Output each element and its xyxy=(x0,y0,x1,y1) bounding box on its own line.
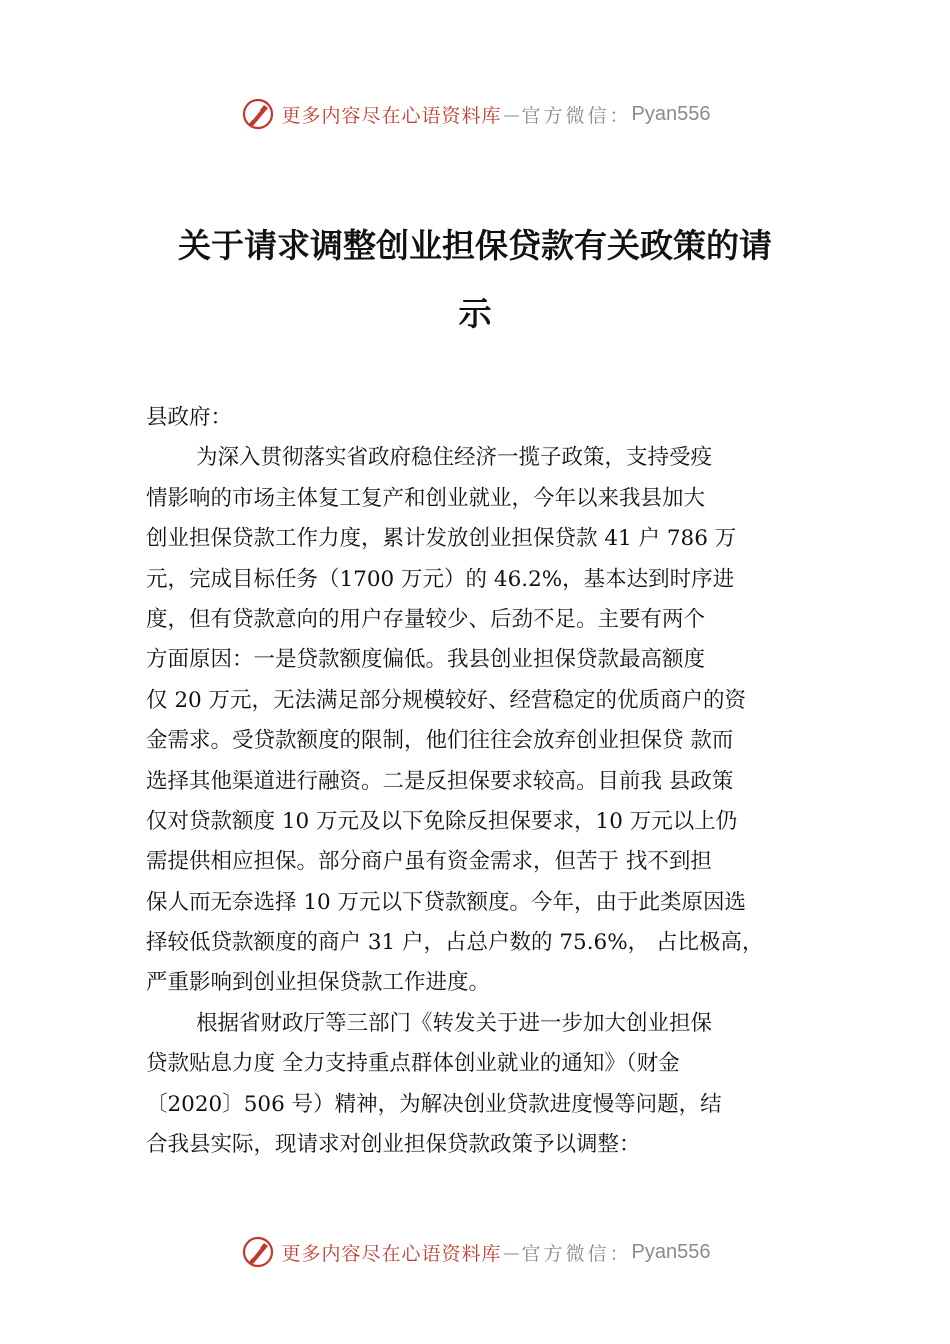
paragraph-line: 情影响的市场主体复工复产和创业就业，今年以来我县加大 xyxy=(146,485,706,511)
paragraph-line: 为深入贯彻落实省政府稳住经济一揽子政策，支持受疫 xyxy=(196,445,713,471)
quill-pen-circle-icon xyxy=(240,96,276,132)
paragraph-line: 金需求。受贷款额度的限制，他们往往会放弃创业担保贷 款而 xyxy=(146,728,734,754)
salutation: 县政府： xyxy=(146,405,233,430)
paragraph-line: 度，但有贷款意向的用户存量较少、后劲不足。主要有两个 xyxy=(146,606,706,632)
quill-pen-circle-icon xyxy=(240,1234,276,1270)
watermark-brand-text: 更多内容尽在心语资料库 xyxy=(281,1242,502,1265)
paragraph-line: 根据省财政厅等三部门《转发关于进一步加大创业担保 xyxy=(196,1010,713,1036)
paragraph-line: 严重影响到创业担保贷款工作进度。 xyxy=(146,970,491,996)
paragraph-line: 〔2020〕506 号）精神，为解决创业贷款进度慢等问题，结 xyxy=(146,1091,722,1117)
paragraph-line: 选择其他渠道进行融资。二是反担保要求较高。目前我 县政策 xyxy=(146,768,734,794)
paragraph-line: 方面原因：一是贷款额度偏低。我县创业担保贷款最高额度 xyxy=(146,647,706,673)
paragraph-line: 贷款贴息力度 全力支持重点群体创业就业的通知》（财金 xyxy=(146,1051,680,1077)
paragraph-line: 择较低贷款额度的商户 31 户，占总户数的 75.6%， 占比极高， xyxy=(146,930,764,956)
paragraph-line: 创业担保贷款工作力度，累计发放创业担保贷款 41 户 786 万 xyxy=(146,526,737,552)
paragraph-line: 元，完成目标任务（1700 万元）的 46.2%，基本达到时序进 xyxy=(146,566,735,592)
watermark-wechat-id: Pyan556 xyxy=(631,102,711,125)
paragraph-line: 保人而无奈选择 10 万元以下贷款额度。今年，由于此类原因选 xyxy=(146,889,747,915)
paragraph-2 xyxy=(146,1004,836,1166)
title-line-1: 关于请求调整创业担保贷款有关政策的请 xyxy=(178,226,772,265)
paragraph-line: 仅 20 万元，无法满足部分规模较好、经营稳定的优质商户的资 xyxy=(146,687,747,713)
watermark-header xyxy=(0,94,950,134)
watermark-wechat-label: 官方微信： xyxy=(521,1242,632,1265)
watermark-wechat-id: Pyan556 xyxy=(631,1240,711,1263)
watermark-separator: — xyxy=(503,1242,520,1262)
paragraph-line: 需提供相应担保。部分商户虽有资金需求，但苦于 找不到担 xyxy=(146,849,712,875)
paragraph-1 xyxy=(146,438,836,1003)
paragraph-line: 仅对贷款额度 10 万元及以下免除反担保要求，10 万元以上仍 xyxy=(146,808,738,834)
title-line-2: 示 xyxy=(458,294,492,333)
document-title xyxy=(150,212,800,348)
document-body xyxy=(146,398,836,1165)
paragraph-line: 合我县实际，现请求对创业担保贷款政策予以调整： xyxy=(146,1132,641,1158)
watermark-wechat-label: 官方微信： xyxy=(521,104,632,127)
watermark-footer xyxy=(0,1232,950,1272)
watermark-separator: — xyxy=(503,104,520,124)
watermark-brand-text: 更多内容尽在心语资料库 xyxy=(281,104,502,127)
